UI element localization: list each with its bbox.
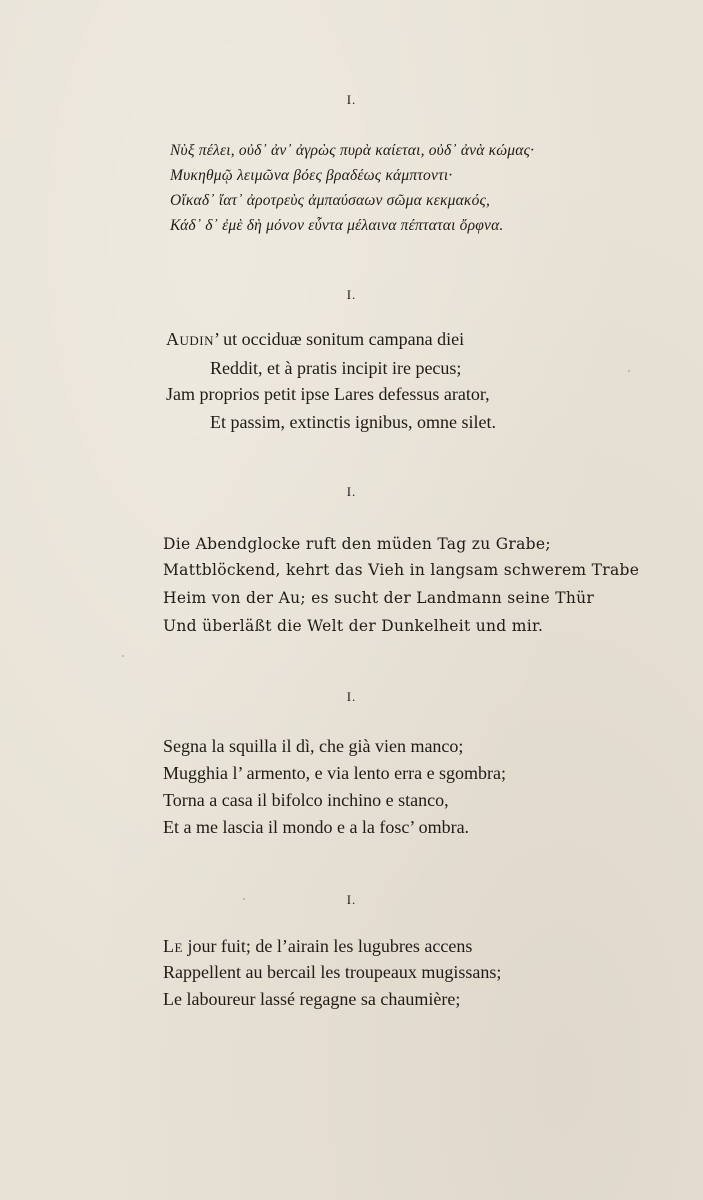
section-numeral-german: I. bbox=[346, 484, 357, 499]
french-line-2: Rappellent au bercail les troupeaux mugissans; bbox=[163, 962, 502, 982]
greek-line-4: Κάδ᾽ δ᾽ ἐμὲ δὴ μόνον εὗντα μέλαινα πέπταται ὄρφνα. bbox=[170, 217, 504, 234]
latin-line-3: Jam proprios petit ipse Lares defessus arator, bbox=[166, 384, 490, 404]
french-lead-word: Le bbox=[163, 936, 183, 956]
latin-line-4: Et passim, extinctis ignibus, omne silet. bbox=[210, 412, 496, 432]
italian-line-3: Torna a casa il bifolco inchino e stanco, bbox=[163, 790, 449, 810]
greek-line-3: Οἴκαδ᾽ ἴατ᾽ ἀροτρεὺς ἀμπαύσαων σῶμα κεκμακός, bbox=[170, 192, 491, 209]
french-line-1-text: jour fuit; de l’airain les lugubres accens bbox=[182, 936, 473, 956]
italian-line-2: Mugghia l’ armento, e via lento erra e sgombra; bbox=[163, 763, 507, 783]
italian-line-1: Segna la squilla il dì, che già vien manco; bbox=[163, 736, 464, 756]
section-numeral-greek: I. bbox=[346, 92, 357, 107]
german-line-3: Heim von der Au; es sucht der Landmann seine Thür bbox=[163, 589, 595, 607]
paper-speck bbox=[122, 655, 124, 657]
section-numeral-french: I. bbox=[346, 892, 357, 907]
french-line-1 bbox=[163, 936, 472, 957]
paper-speck bbox=[628, 370, 630, 372]
section-numeral-italian: I. bbox=[346, 689, 357, 704]
latin-line-2: Reddit, et à pratis incipit ire pecus; bbox=[210, 358, 462, 378]
greek-line-1: Νὺξ πέλει, οὐδ᾽ ἀν᾽ ἀγρὼς πυρὰ καίεται, οὐδ᾽ ἀνὰ κώμας· bbox=[170, 142, 535, 159]
latin-line-1-text: ’ ut occiduæ sonitum campana diei bbox=[214, 329, 465, 349]
latin-line-1 bbox=[166, 329, 464, 350]
section-numeral-latin: I. bbox=[346, 287, 357, 302]
greek-line-2: Μυκηθμῷ λειμῶνα βόες βραδέως κάμπτοντι· bbox=[170, 167, 453, 184]
italian-line-4: Et a me lascia il mondo e a la fosc’ ombra. bbox=[163, 817, 470, 837]
latin-lead-word: Audin bbox=[166, 329, 214, 349]
german-line-1: Die Abendglocke ruft den müden Tag zu Grabe; bbox=[163, 535, 551, 553]
german-line-4: Und überläßt die Welt der Dunkelheit und mir. bbox=[163, 617, 544, 635]
paper-speck bbox=[243, 898, 245, 900]
french-line-3: Le laboureur lassé regagne sa chaumière; bbox=[163, 989, 461, 1009]
german-line-2: Mattblöckend, kehrt das Vieh in langsam schwerem Trabe bbox=[163, 561, 640, 579]
